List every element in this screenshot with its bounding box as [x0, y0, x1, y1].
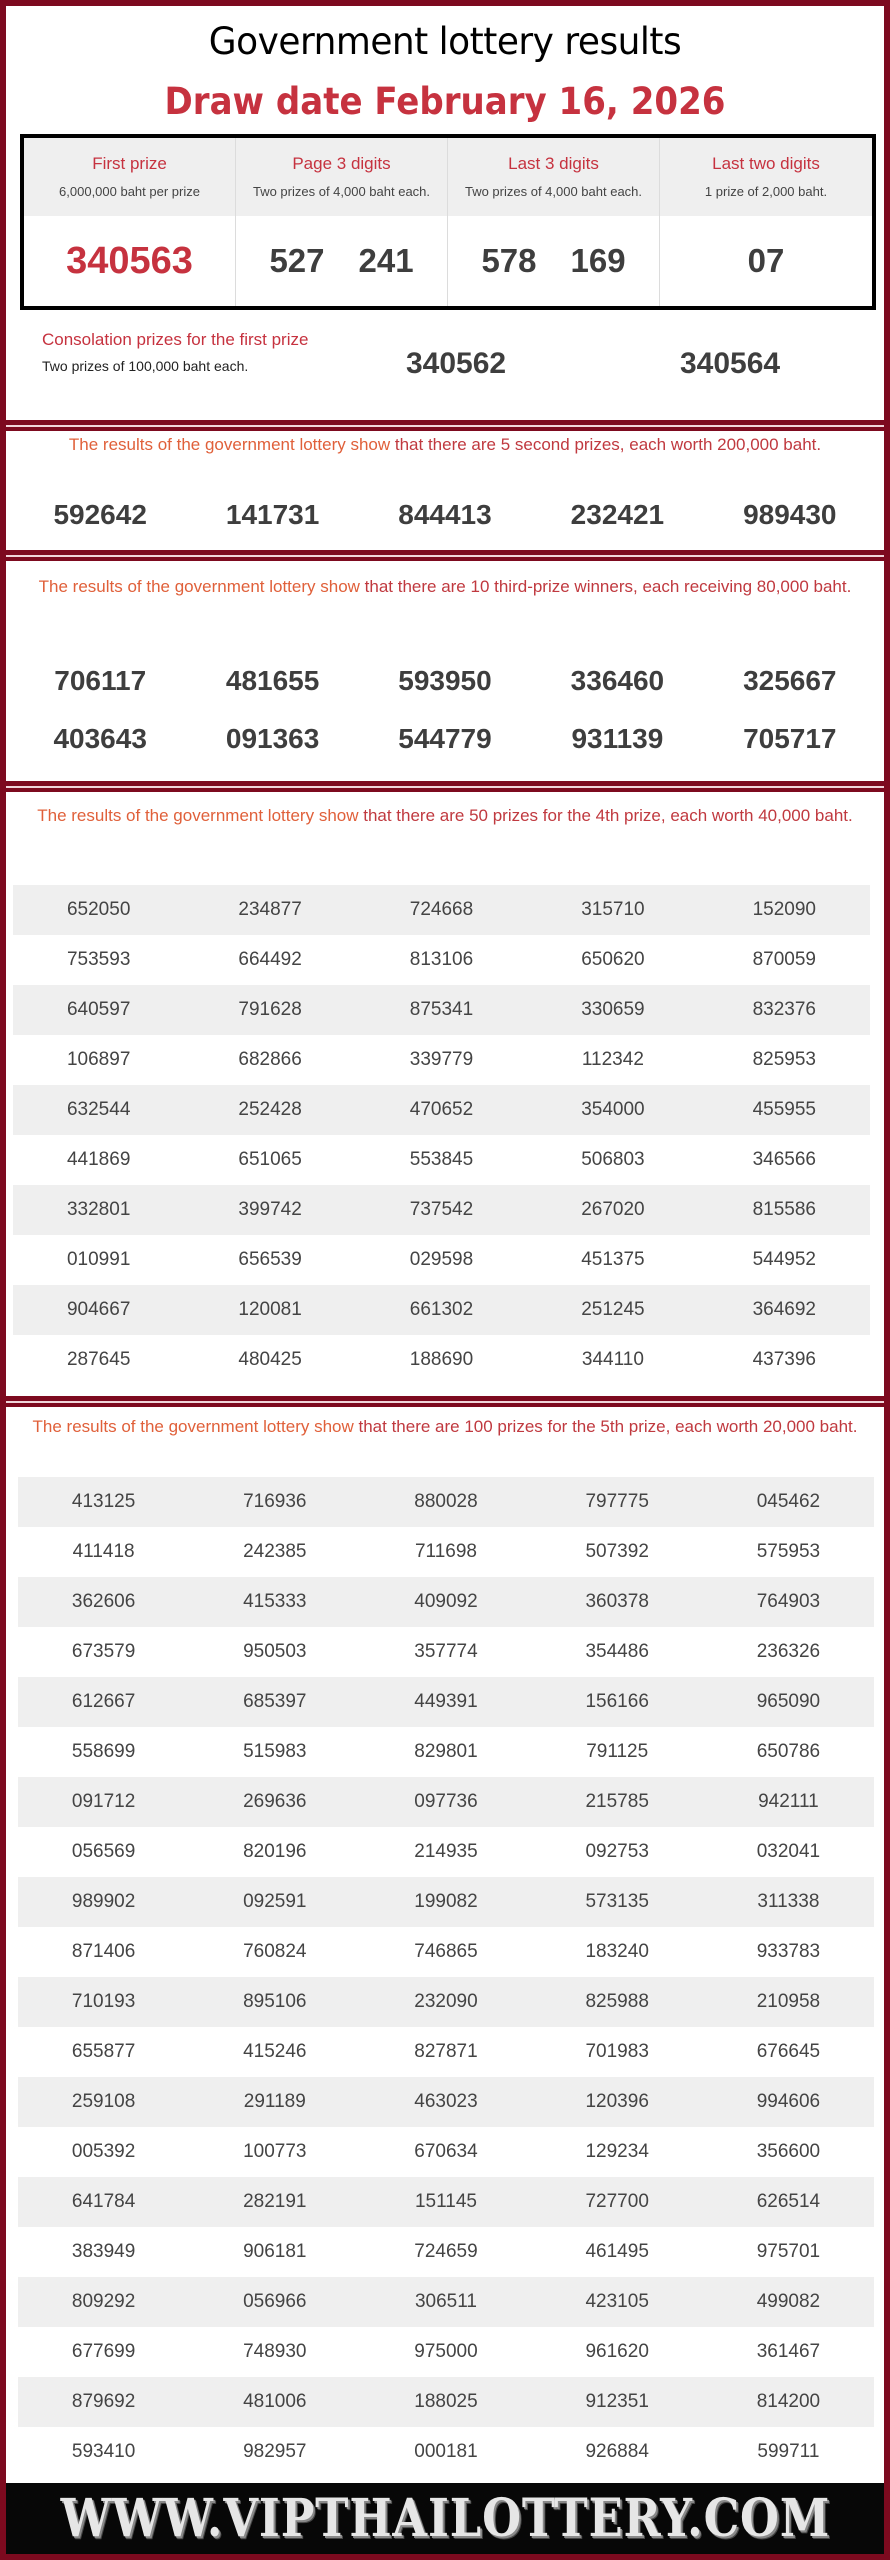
prize-number: 339779: [409, 1049, 474, 1070]
prize-number: 415246: [243, 2041, 307, 2062]
prize-number: 106897: [66, 1049, 131, 1070]
prize-number: 357774: [414, 1641, 478, 1662]
divider: [6, 425, 884, 427]
prize-number: 449391: [414, 1691, 478, 1712]
page-title: Government lottery results: [208, 20, 682, 63]
prize-number: 315710: [581, 899, 645, 920]
table-row: [13, 985, 870, 1035]
table-row: [18, 1777, 874, 1827]
prize-number: 411418: [72, 1541, 135, 1562]
prize-number: 737542: [409, 1199, 474, 1220]
table-row: [18, 2177, 874, 2227]
prize-number: 120081: [238, 1299, 302, 1320]
third-prize-heading: [26, 573, 864, 601]
prize-number: 330659: [581, 999, 645, 1020]
prize-number: 282191: [243, 2191, 307, 2212]
prize-number: 593410: [71, 2441, 136, 2462]
first-prize-value: [24, 216, 236, 306]
prize-number: 791125: [586, 1741, 649, 1762]
heading-prefix: The results of the government lottery show: [37, 806, 359, 825]
prize-number: 906181: [243, 2241, 307, 2262]
table-row: [18, 1877, 874, 1927]
heading-suffix: that there are 5 second prizes, each worth 200,000 baht.: [390, 435, 822, 454]
prize-number: 332801: [66, 1199, 131, 1220]
prize-number: 032041: [756, 1841, 821, 1862]
table-row: [18, 1727, 874, 1777]
prize-number: 904667: [66, 1299, 131, 1320]
prize-number: 942111: [758, 1791, 819, 1812]
second-prize-number: 989430: [743, 499, 837, 530]
consolation-number: 340562: [406, 347, 507, 380]
prize-number: 797775: [585, 1491, 649, 1512]
prize-number: 632544: [66, 1099, 131, 1120]
prize-number: 287645: [66, 1349, 131, 1370]
prize-number: 097736: [414, 1791, 478, 1812]
prize-number: 965090: [756, 1691, 821, 1712]
prize-number: 356600: [756, 2141, 821, 2162]
prize-number: 056569: [71, 1841, 136, 1862]
prize-number: 188025: [414, 2391, 478, 2412]
prize-number: 346566: [752, 1149, 816, 1170]
prize-number: 820196: [243, 1841, 307, 1862]
site-url-logo: WWW.VIPTHAILOTTERY.COM: [60, 2488, 830, 2549]
prize-number: 409092: [414, 1591, 478, 1612]
heading-prefix: The results of the government lottery show: [68, 435, 391, 454]
prize-number: 870059: [752, 949, 816, 970]
prize-number: 724668: [409, 899, 474, 920]
table-row: [18, 1477, 874, 1527]
third-prize-number: 403643: [53, 723, 147, 754]
prize-number: 383949: [71, 2241, 136, 2262]
prize-number: 716936: [243, 1491, 307, 1512]
table-row: [13, 1135, 870, 1185]
prize-number: 760824: [243, 1941, 307, 1962]
prize-number: 656539: [238, 1249, 302, 1270]
prize-number: 650620: [581, 949, 645, 970]
prize-number: 151145: [414, 2191, 477, 2212]
front-3-digits-desc: Two prizes of 4,000 baht each.: [252, 184, 431, 199]
prize-number: 092591: [243, 1891, 307, 1912]
prize-number: 234877: [238, 899, 302, 920]
prize-number: 267020: [581, 1199, 645, 1220]
prize-number: 926884: [585, 2441, 649, 2462]
prize-number: 875341: [409, 999, 474, 1020]
prize-number: 413125: [71, 1491, 136, 1512]
prize-number: 989902: [71, 1891, 136, 1912]
prize-number: 612667: [71, 1691, 136, 1712]
front-3-digits-number: 527: [269, 242, 325, 279]
third-prize-number: 091363: [225, 723, 320, 754]
prize-number: 183240: [585, 1941, 649, 1962]
consolation-desc: Two prizes of 100,000 baht each.: [42, 358, 249, 374]
prize-number: 480425: [238, 1349, 302, 1370]
prize-number: 573135: [585, 1891, 649, 1912]
table-row: [13, 1085, 870, 1135]
prize-number: 933783: [756, 1941, 821, 1962]
prize-number: 832376: [752, 999, 816, 1020]
prize-number: 895106: [243, 1991, 307, 2012]
prize-number: 045462: [756, 1491, 821, 1512]
prize-number: 251245: [581, 1299, 645, 1320]
third-prize-number: 705717: [743, 723, 837, 754]
third-prize-panel: [6, 561, 884, 781]
prize-number: 670634: [414, 2141, 478, 2162]
prize-number: 544952: [752, 1249, 816, 1270]
prize-number: 360378: [585, 1591, 649, 1612]
prize-number: 415333: [243, 1591, 307, 1612]
heading-prefix: The results of the government lottery show: [32, 1417, 354, 1436]
second-prize-number: 592642: [53, 499, 147, 530]
header-panel: [6, 6, 884, 420]
second-prize-panel: [6, 431, 884, 550]
prize-number: 815586: [752, 1199, 816, 1220]
second-prize-number: 141731: [225, 499, 320, 530]
table-row: [18, 2327, 874, 2377]
prize-number: 626514: [756, 2191, 821, 2212]
site-banner: [6, 2483, 884, 2554]
prize-number: 000181: [414, 2441, 478, 2462]
divider: [6, 786, 884, 788]
prize-number: 641784: [71, 2191, 136, 2212]
last-3-digits-desc: Two prizes of 4,000 baht each.: [464, 184, 643, 199]
heading-suffix: that there are 50 prizes for the 4th prize, each worth 40,000 baht.: [358, 806, 853, 825]
table-row: [13, 935, 870, 985]
table-row: [13, 1335, 870, 1385]
table-row: [18, 2027, 874, 2077]
prize-number: 259108: [71, 2091, 136, 2112]
table-row: [18, 2227, 874, 2277]
prize-number: 827871: [414, 2041, 478, 2062]
last-2-digits-value: [660, 216, 872, 306]
prize-number: 950503: [243, 1641, 307, 1662]
last-2-digits-number: 07: [747, 242, 785, 279]
prize-number: 344110: [581, 1349, 644, 1370]
prize-number: 311338: [757, 1891, 820, 1912]
prize-number: 682866: [238, 1049, 302, 1070]
prize-number: 463023: [414, 2091, 478, 2112]
prize-number: 499082: [756, 2291, 821, 2312]
prize-number: 664492: [238, 949, 302, 970]
prize-number: 871406: [71, 1941, 136, 1962]
prize-number: 677699: [71, 2341, 136, 2362]
prize-number: 813106: [409, 949, 474, 970]
prize-number: 809292: [71, 2291, 136, 2312]
prize-number: 661302: [409, 1299, 474, 1320]
last-3-digits-number: 578: [481, 242, 537, 279]
prize-number: 825988: [585, 1991, 649, 2012]
table-row: [18, 1927, 874, 1977]
second-prize-row: [6, 499, 884, 531]
first-prize-header: [24, 138, 236, 216]
prize-number: 710193: [71, 1991, 136, 2012]
heading-suffix: that there are 10 third-prize winners, each receiving 80,000 baht.: [359, 577, 852, 596]
prize-number: 764903: [756, 1591, 821, 1612]
prize-number: 506803: [581, 1149, 645, 1170]
prize-number: 640597: [66, 999, 131, 1020]
prize-number: 825953: [752, 1049, 816, 1070]
third-prize-number: 931139: [571, 723, 664, 754]
third-prize-number: 593950: [398, 665, 492, 696]
table-row: [13, 1285, 870, 1335]
table-row: [18, 1677, 874, 1727]
prize-number: 558699: [71, 1741, 136, 1762]
table-row: [13, 1185, 870, 1235]
prize-number: 455955: [752, 1099, 816, 1120]
prize-number: 010991: [66, 1249, 131, 1270]
prize-number: 829801: [414, 1741, 478, 1762]
prize-number: 091712: [71, 1791, 136, 1812]
prize-number: 306511: [414, 2291, 477, 2312]
prize-number: 685397: [243, 1691, 307, 1712]
last-2-digits-header: [660, 138, 872, 216]
second-prize-number: 232421: [570, 499, 665, 530]
prize-number: 361467: [756, 2341, 821, 2362]
prize-number: 215785: [585, 1791, 649, 1812]
divider: [6, 555, 884, 557]
prize-number: 975000: [414, 2341, 478, 2362]
last-3-digits-label: Last 3 digits: [508, 154, 599, 173]
last-2-digits-label: Last two digits: [712, 154, 820, 173]
prize-number: 029598: [409, 1249, 474, 1270]
prize-number: 912351: [585, 2391, 649, 2412]
prize-number: 481006: [243, 2391, 307, 2412]
prize-number: 982957: [243, 2441, 307, 2462]
prize-number: 651065: [238, 1149, 302, 1170]
prize-number: 100773: [243, 2141, 307, 2162]
top-prizes-table: [20, 134, 876, 310]
prize-number: 156166: [585, 1691, 649, 1712]
table-row: [18, 2277, 874, 2327]
third-prize-row: [6, 723, 884, 755]
fourth-prize-panel: [6, 792, 884, 1396]
prize-number: 994606: [756, 2091, 821, 2112]
fourth-prize-heading: [26, 802, 864, 830]
second-prize-number: 844413: [398, 499, 492, 530]
first-prize-number: 340563: [66, 239, 193, 282]
prize-number: 214935: [414, 1841, 478, 1862]
prize-number: 354486: [585, 1641, 649, 1662]
prize-number: 975701: [756, 2241, 821, 2262]
prize-number: 650786: [756, 1741, 821, 1762]
table-row: [18, 1827, 874, 1877]
prize-number: 210958: [756, 1991, 821, 2012]
prize-number: 673579: [71, 1641, 136, 1662]
prize-number: 575953: [756, 1541, 821, 1562]
table-row: [18, 1977, 874, 2027]
first-prize-label: First prize: [92, 154, 167, 173]
front-3-digits-number: 241: [358, 242, 414, 279]
prize-number: 354000: [581, 1099, 645, 1120]
prize-number: 655877: [71, 2041, 136, 2062]
prize-number: 791628: [238, 999, 302, 1020]
table-row: [13, 1035, 870, 1085]
prize-number: 005392: [71, 2141, 136, 2162]
prize-number: 753593: [66, 949, 131, 970]
table-row: [13, 885, 870, 935]
prize-number: 553845: [409, 1149, 474, 1170]
prize-number: 362606: [71, 1591, 136, 1612]
heading-suffix: that there are 100 prizes for the 5th prize, each worth 20,000 baht.: [353, 1417, 858, 1436]
table-row: [18, 1527, 874, 1577]
third-prize-number: 706117: [54, 665, 147, 696]
fifth-prize-heading: [26, 1413, 864, 1441]
table-row: [18, 2377, 874, 2427]
prize-number: 599711: [757, 2441, 820, 2462]
prize-number: 092753: [585, 1841, 649, 1862]
prize-number: 269636: [243, 1791, 307, 1812]
consolation-number: 340564: [680, 347, 781, 380]
prize-number: 291189: [243, 2091, 306, 2112]
prize-number: 056966: [243, 2291, 307, 2312]
table-row: [18, 1627, 874, 1677]
fourth-prize-table: [13, 885, 870, 1385]
prize-number: 399742: [238, 1199, 302, 1220]
front-3-digits-values: [236, 216, 448, 306]
table-row: [18, 2427, 874, 2477]
prize-number: 120396: [585, 2091, 649, 2112]
draw-date: Draw date February 16, 2026: [164, 80, 726, 123]
prize-number: 507392: [585, 1541, 649, 1562]
prize-number: 727700: [585, 2191, 649, 2212]
prize-number: 748930: [243, 2341, 307, 2362]
table-row: [13, 1235, 870, 1285]
front-3-digits-label: Page 3 digits: [292, 154, 391, 173]
last-3-digits-header: [448, 138, 660, 216]
third-prize-number: 544779: [398, 723, 492, 754]
prize-number: 242385: [243, 1541, 307, 1562]
prize-number: 652050: [66, 899, 131, 920]
prize-number: 676645: [756, 2041, 821, 2062]
prize-number: 199082: [414, 1891, 478, 1912]
prize-number: 814200: [756, 2391, 821, 2412]
prize-number: 461495: [585, 2241, 649, 2262]
prize-number: 961620: [585, 2341, 649, 2362]
table-row: [18, 2077, 874, 2127]
prize-number: 252428: [238, 1099, 302, 1120]
prize-number: 236326: [756, 1641, 821, 1662]
prize-number: 880028: [414, 1491, 478, 1512]
prize-number: 470652: [409, 1099, 474, 1120]
first-prize-desc: 6,000,000 baht per prize: [59, 184, 200, 199]
table-row: [18, 1577, 874, 1627]
consolation-info: [42, 330, 308, 374]
prize-number: 441869: [66, 1149, 131, 1170]
prize-number: 364692: [752, 1299, 816, 1320]
prize-number: 112342: [581, 1049, 644, 1070]
prize-number: 152090: [752, 899, 816, 920]
table-row: [18, 2127, 874, 2177]
fifth-prize-panel: [6, 1407, 884, 2483]
last-3-digits-values: [448, 216, 660, 306]
third-prize-number: 325667: [743, 665, 837, 696]
last-2-digits-desc: 1 prize of 2,000 baht.: [704, 184, 828, 199]
heading-prefix: The results of the government lottery show: [38, 577, 360, 596]
front-3-digits-header: [236, 138, 448, 216]
prize-number: 515983: [243, 1741, 307, 1762]
consolation-label: Consolation prizes for the first prize: [42, 330, 309, 349]
last-3-digits-number: 169: [570, 242, 626, 279]
prize-number: 451375: [581, 1249, 645, 1270]
prize-number: 879692: [71, 2391, 136, 2412]
second-prize-heading: [26, 431, 864, 459]
third-prize-row: [6, 665, 884, 697]
prize-number: 746865: [414, 1941, 478, 1962]
third-prize-number: 481655: [225, 665, 320, 696]
third-prize-number: 336460: [570, 665, 665, 696]
divider: [6, 1401, 884, 1403]
prize-number: 701983: [585, 2041, 649, 2062]
prize-number: 437396: [752, 1349, 816, 1370]
prize-number: 188690: [409, 1349, 474, 1370]
prize-number: 423105: [585, 2291, 649, 2312]
prize-number: 232090: [414, 1991, 478, 2012]
prize-number: 129234: [585, 2141, 649, 2162]
fifth-prize-table: [18, 1477, 874, 2477]
prize-number: 724659: [414, 2241, 478, 2262]
prize-number: 711698: [414, 1541, 477, 1562]
